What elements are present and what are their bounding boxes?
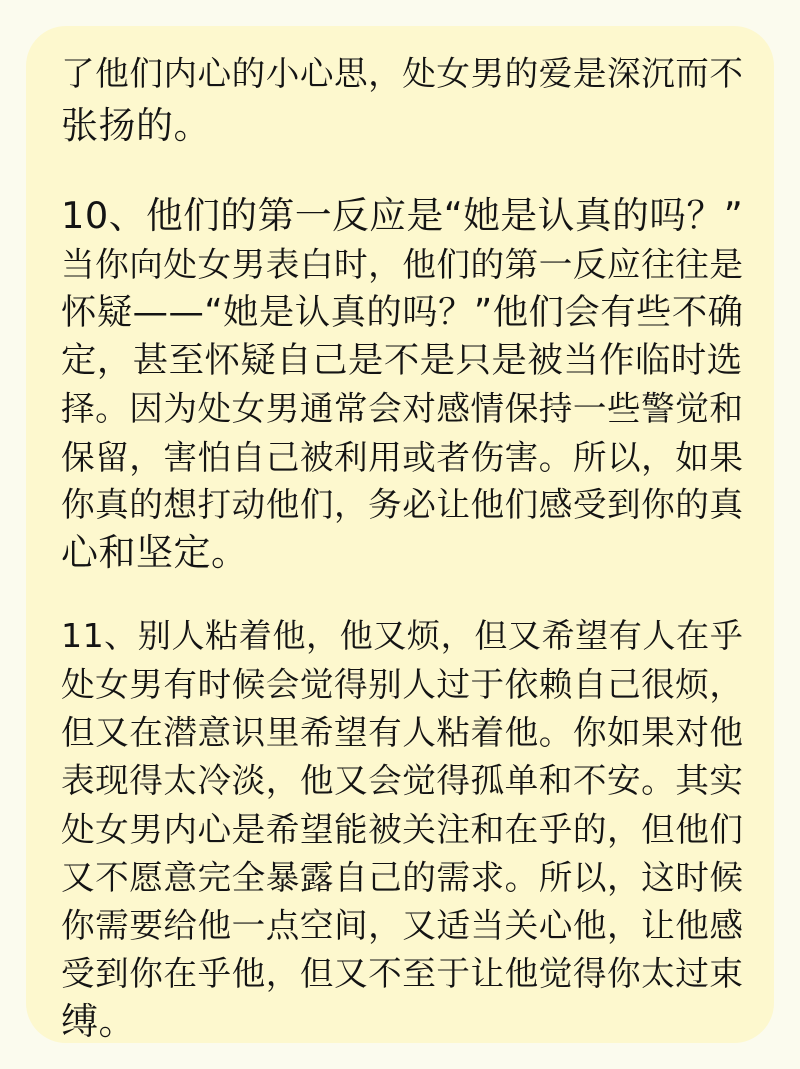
section-heading-11: 11、别人粘着他，他又烦，但又希望有人在乎	[61, 616, 744, 655]
text-line: 缚。	[61, 1000, 136, 1043]
text-line: 心和坚定。	[61, 531, 249, 574]
text-line: 择。因为处女男通常会对感情保持一些警觉和	[61, 389, 744, 428]
text-line: 你真的想打动他们，务必让他们感受到你的真	[61, 485, 744, 524]
text-line: 定，甚至怀疑自己是不是只是被当作临时选	[61, 340, 743, 381]
text-line: 保留，害怕自己被利用或者伤害。所以，如果	[61, 438, 744, 477]
text-line: 受到你在乎他，但又不至于让他觉得你太过束	[61, 954, 744, 993]
text-line: 处女男内心是希望能被关注和在乎的，但他们	[61, 810, 744, 849]
section-heading-10: 10、他们的第一反应是“她是认真的吗？”	[61, 194, 744, 237]
text-line: 但又在潜意识里希望有人粘着他。你如果对他	[61, 713, 744, 752]
text-line: 怀疑——“她是认真的吗？”他们会有些不确	[61, 292, 744, 333]
text-line: 表现得太冷淡，他又会觉得孤单和不安。其实	[61, 761, 744, 800]
text-line: 处女男有时候会觉得别人过于依赖自己很烦，	[61, 665, 744, 704]
text-line: 了他们内心的小心思，处女男的爱是深沉而不	[61, 54, 744, 93]
text-line: 又不愿意完全暴露自己的需求。所以，这时候	[61, 858, 744, 897]
text-line: 当你向处女男表白时，他们的第一反应往往是	[61, 245, 744, 284]
text-line: 你需要给他一点空间，又适当关心他，让他感	[61, 906, 744, 945]
text-line: 张扬的。	[61, 104, 211, 147]
